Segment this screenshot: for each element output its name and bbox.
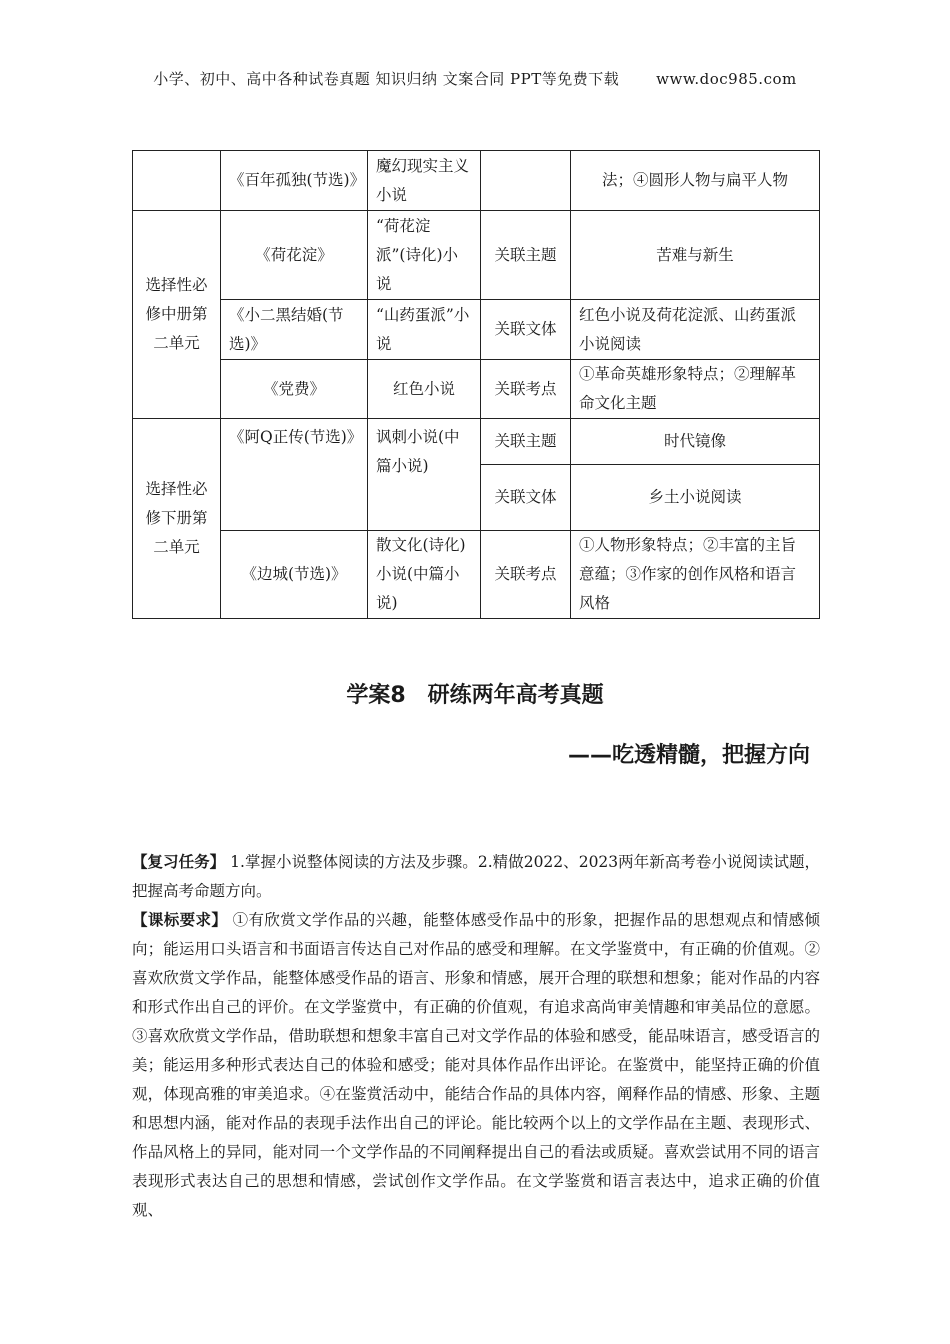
table-cell-value: 苦难与新生 [571, 211, 820, 300]
table-cell-label: 关联主题 [481, 419, 571, 465]
table-row [133, 419, 820, 465]
table-cell-value: 法；④圆形人物与扁平人物 [571, 151, 820, 211]
page-header [0, 68, 950, 89]
table-row [133, 211, 820, 300]
header-text: 小学、初中、高中各种试卷真题 知识归纳 文案合同 PPT等免费下载 [153, 70, 620, 88]
table-cell-work: 《小二黑结婚(节选)》 [221, 300, 368, 360]
body-text [132, 848, 820, 1225]
review-task-text: 1.掌握小说整体阅读的方法及步骤。2.精做2022、2023两年新高考卷小说阅读试题，把握高考命题方向。 [132, 853, 820, 900]
table-cell-work: 《边城(节选)》 [221, 531, 368, 619]
table-cell-work: 《百年孤独(节选)》 [221, 151, 368, 211]
table-cell-label [481, 151, 571, 211]
table-cell-value: ①革命英雄形象特点；②理解革命文化主题 [571, 360, 820, 419]
section-title: 学案8 研练两年高考真题 [346, 683, 604, 708]
curriculum-standard-tag: 【课标要求】 [132, 911, 228, 929]
table-cell-genre: “荷花淀派”(诗化)小说 [368, 211, 481, 300]
curriculum-standard-text: ①有欣赏文学作品的兴趣，能整体感受作品中的形象，把握作品的思想观点和情感倾向；能运用口头语言和书面语言传达自己对作品的感受和理解。在文学鉴赏中，有正确的价值观。②喜欢欣赏文学作品，能整体感受作品的语言、形象和情感，展开合理的联想和想象；能对作品的内容和形式作出自己的评价。在文学鉴赏中，有正确的价值观，有追求高尚审美情趣和审美品位的意愿。③喜欢欣赏文学作品，借助联想和想象丰富自己对文学作品的体验和感受，能品味语言，感受语言的美；能运用多种形式表达自己的体验和感受；能对具体作品作出评论。在鉴赏中，能坚持正确的价值观，体现高雅的审美追求。④在鉴赏活动中，能结合作品的具体内容，阐释作品的情感、形象、主题和思想内涵，能对作品的表现手法作出自己的评论。能比较两个以上的文学作品在主题、表现形式、作品风格上的异同，能对同一个文学作品的不同阐释提出自己的看法或质疑。喜欢尝试用不同的语言表现形式表达自己的思想和情感，尝试创作文学作品。在文学鉴赏和语言表达中，追求正确的价值观、 [132, 911, 820, 1219]
table-cell-label: 关联主题 [481, 211, 571, 300]
table-cell-genre: 散文化(诗化)小说(中篇小说) [368, 531, 481, 619]
table-cell-value: ①人物形象特点；②丰富的主旨意蕴；③作家的创作风格和语言风格 [571, 531, 820, 619]
table-cell-label: 关联文体 [481, 465, 571, 531]
table-cell-work: 《阿Q正传(节选)》 [221, 419, 368, 531]
header-url[interactable]: www.doc985.com [656, 70, 797, 88]
curriculum-standard-paragraph [132, 906, 820, 1225]
review-task-paragraph [132, 848, 820, 906]
table-row [133, 151, 820, 211]
table-cell-unit-empty [133, 151, 221, 211]
table-cell-label: 关联考点 [481, 360, 571, 419]
section-subtitle: ——吃透精髓，把握方向 [567, 743, 810, 768]
table-cell-label: 关联考点 [481, 531, 571, 619]
table-row [133, 300, 820, 360]
table-cell-genre: “山药蛋派”小说 [368, 300, 481, 360]
table-cell-genre: 红色小说 [368, 360, 481, 419]
table-cell-unit: 选择性必修下册第二单元 [133, 419, 221, 619]
table-cell-genre: 讽刺小说(中篇小说) [368, 419, 481, 531]
review-task-tag: 【复习任务】 [132, 853, 226, 871]
table-cell-genre: 魔幻现实主义小说 [368, 151, 481, 211]
table-cell-value: 乡土小说阅读 [571, 465, 820, 531]
table-row [133, 531, 820, 619]
table-cell-label: 关联文体 [481, 300, 571, 360]
table-row [133, 360, 820, 419]
table-cell-unit: 选择性必修中册第二单元 [133, 211, 221, 419]
table-cell-value: 红色小说及荷花淀派、山药蛋派小说阅读 [571, 300, 820, 360]
table-cell-value: 时代镜像 [571, 419, 820, 465]
table-cell-work: 《党费》 [221, 360, 368, 419]
table-cell-work: 《荷花淀》 [221, 211, 368, 300]
unit-table [132, 150, 820, 619]
